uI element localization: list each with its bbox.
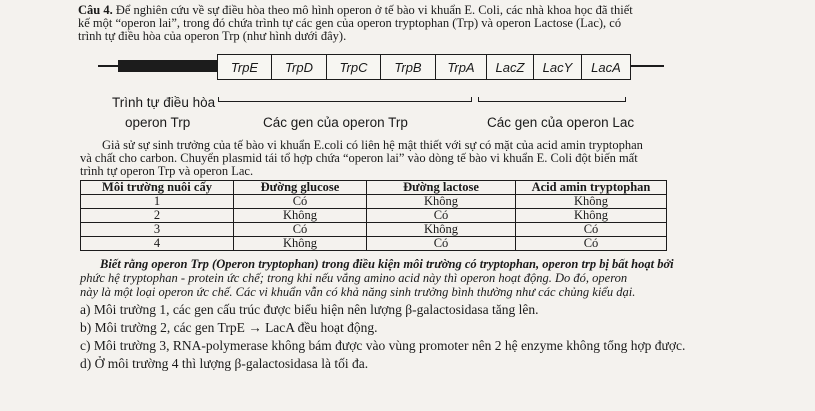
table-cell: Không <box>367 195 516 209</box>
dna-line-right <box>626 65 664 67</box>
table-header-row <box>81 181 667 195</box>
para1-line-3: trình tự operon Trp và operon Lac. <box>80 164 254 178</box>
lac-brace <box>478 97 626 102</box>
note-line-1: Biết rằng operon Trp (Operon tryptophan) trong điều kiện môi trường có tryptophan, operon trp bị bất hoạt bởi <box>100 257 674 271</box>
statement-b: b) Môi trường 2, các gen TrpE → LacA đều hoạt động. <box>80 320 378 335</box>
table-cell: Có <box>234 195 367 209</box>
trp-brace <box>218 97 472 102</box>
question-line-2: kế một “operon lai”, trong đó chứa trình tự các gen của operon tryptophan (Trp) và operon Lactose (Lac), có <box>78 16 622 30</box>
note-line-2: phức hệ tryptophan - protein ức chế; trong khi nếu vắng amino acid này thì operon hoạt động. Do đó, operon <box>80 271 628 285</box>
table-cell: Không <box>234 209 367 223</box>
table-cell: Không <box>516 195 667 209</box>
table-cell: 1 <box>81 195 234 209</box>
gene-box-trpe: TrpE <box>217 54 273 80</box>
table-row <box>81 237 667 251</box>
gene-box-laca: LacA <box>581 54 631 80</box>
culture-table <box>80 180 667 251</box>
table-cell: 3 <box>81 223 234 237</box>
statement-d: d) Ở môi trường 4 thì lượng β-galactosidasa là tối đa. <box>80 356 369 371</box>
col-header: Đường lactose <box>367 181 516 195</box>
question-line-3: trình tự điều hòa của operon Trp (như hình dưới đây). <box>78 29 347 43</box>
table-cell: Không <box>516 209 667 223</box>
table-cell: Không <box>367 223 516 237</box>
table-cell: 2 <box>81 209 234 223</box>
statement-c: c) Môi trường 3, RNA-polymerase không bám được vào vùng promoter nên 2 hệ enzyme không tổng hợp được. <box>80 338 686 353</box>
trp-genes-label: Các gen của operon Trp <box>263 115 408 130</box>
table-cell: Có <box>516 223 667 237</box>
statement-a: a) Môi trường 1, các gen cấu trúc được biểu hiện nên lượng β-galactosidasa tăng lên. <box>80 302 539 317</box>
regulatory-region <box>118 60 218 72</box>
regulatory-label: Trình tự điều hòa <box>112 95 216 110</box>
table-cell: Có <box>234 223 367 237</box>
gene-box-trpa: TrpA <box>435 54 488 80</box>
table-cell: 4 <box>81 237 234 251</box>
table-cell: Có <box>367 237 516 251</box>
dna-line-left <box>98 65 120 67</box>
question-line-1: Câu 4. Để nghiên cứu về sự điều hòa theo mô hình operon ở tế bào vi khuẩn E. Coli, các nhà khoa học đã thiết <box>78 3 633 17</box>
col-header: Acid amin tryptophan <box>516 181 667 195</box>
gene-row <box>218 54 631 80</box>
col-header: Môi trường nuôi cấy <box>81 181 234 195</box>
para1-line-1: Giả sử sự sinh trưởng của tế bào vi khuẩn E.coli có liên hệ mật thiết với sự có mặt của acid amin tryptophan <box>102 138 643 152</box>
table-row <box>81 195 667 209</box>
para1-line-2: và chất cho carbon. Chuyển plasmid tái tổ hợp chứa “operon lai” vào dòng tế bào vi khuẩn E. Coli đột biến mất <box>80 151 638 165</box>
gene-box-trpd: TrpD <box>271 54 327 80</box>
gene-box-trpb: TrpB <box>380 54 436 80</box>
operon-trp-label: operon Trp <box>125 115 191 130</box>
col-header: Đường glucose <box>234 181 367 195</box>
table-cell: Có <box>516 237 667 251</box>
gene-box-trpc: TrpC <box>326 54 382 80</box>
table-cell: Không <box>234 237 367 251</box>
gene-box-lacz: LacZ <box>486 54 534 80</box>
table-row <box>81 209 667 223</box>
note-line-3: này là một loại operon ức chế. Các vi khuẩn vẫn có khả năng sinh trưởng bình thường như các chủng kiểu dại. <box>80 285 636 299</box>
table-row <box>81 223 667 237</box>
lac-genes-label: Các gen của operon Lac <box>487 115 635 130</box>
gene-box-lacy: LacY <box>533 54 583 80</box>
table-cell: Có <box>367 209 516 223</box>
